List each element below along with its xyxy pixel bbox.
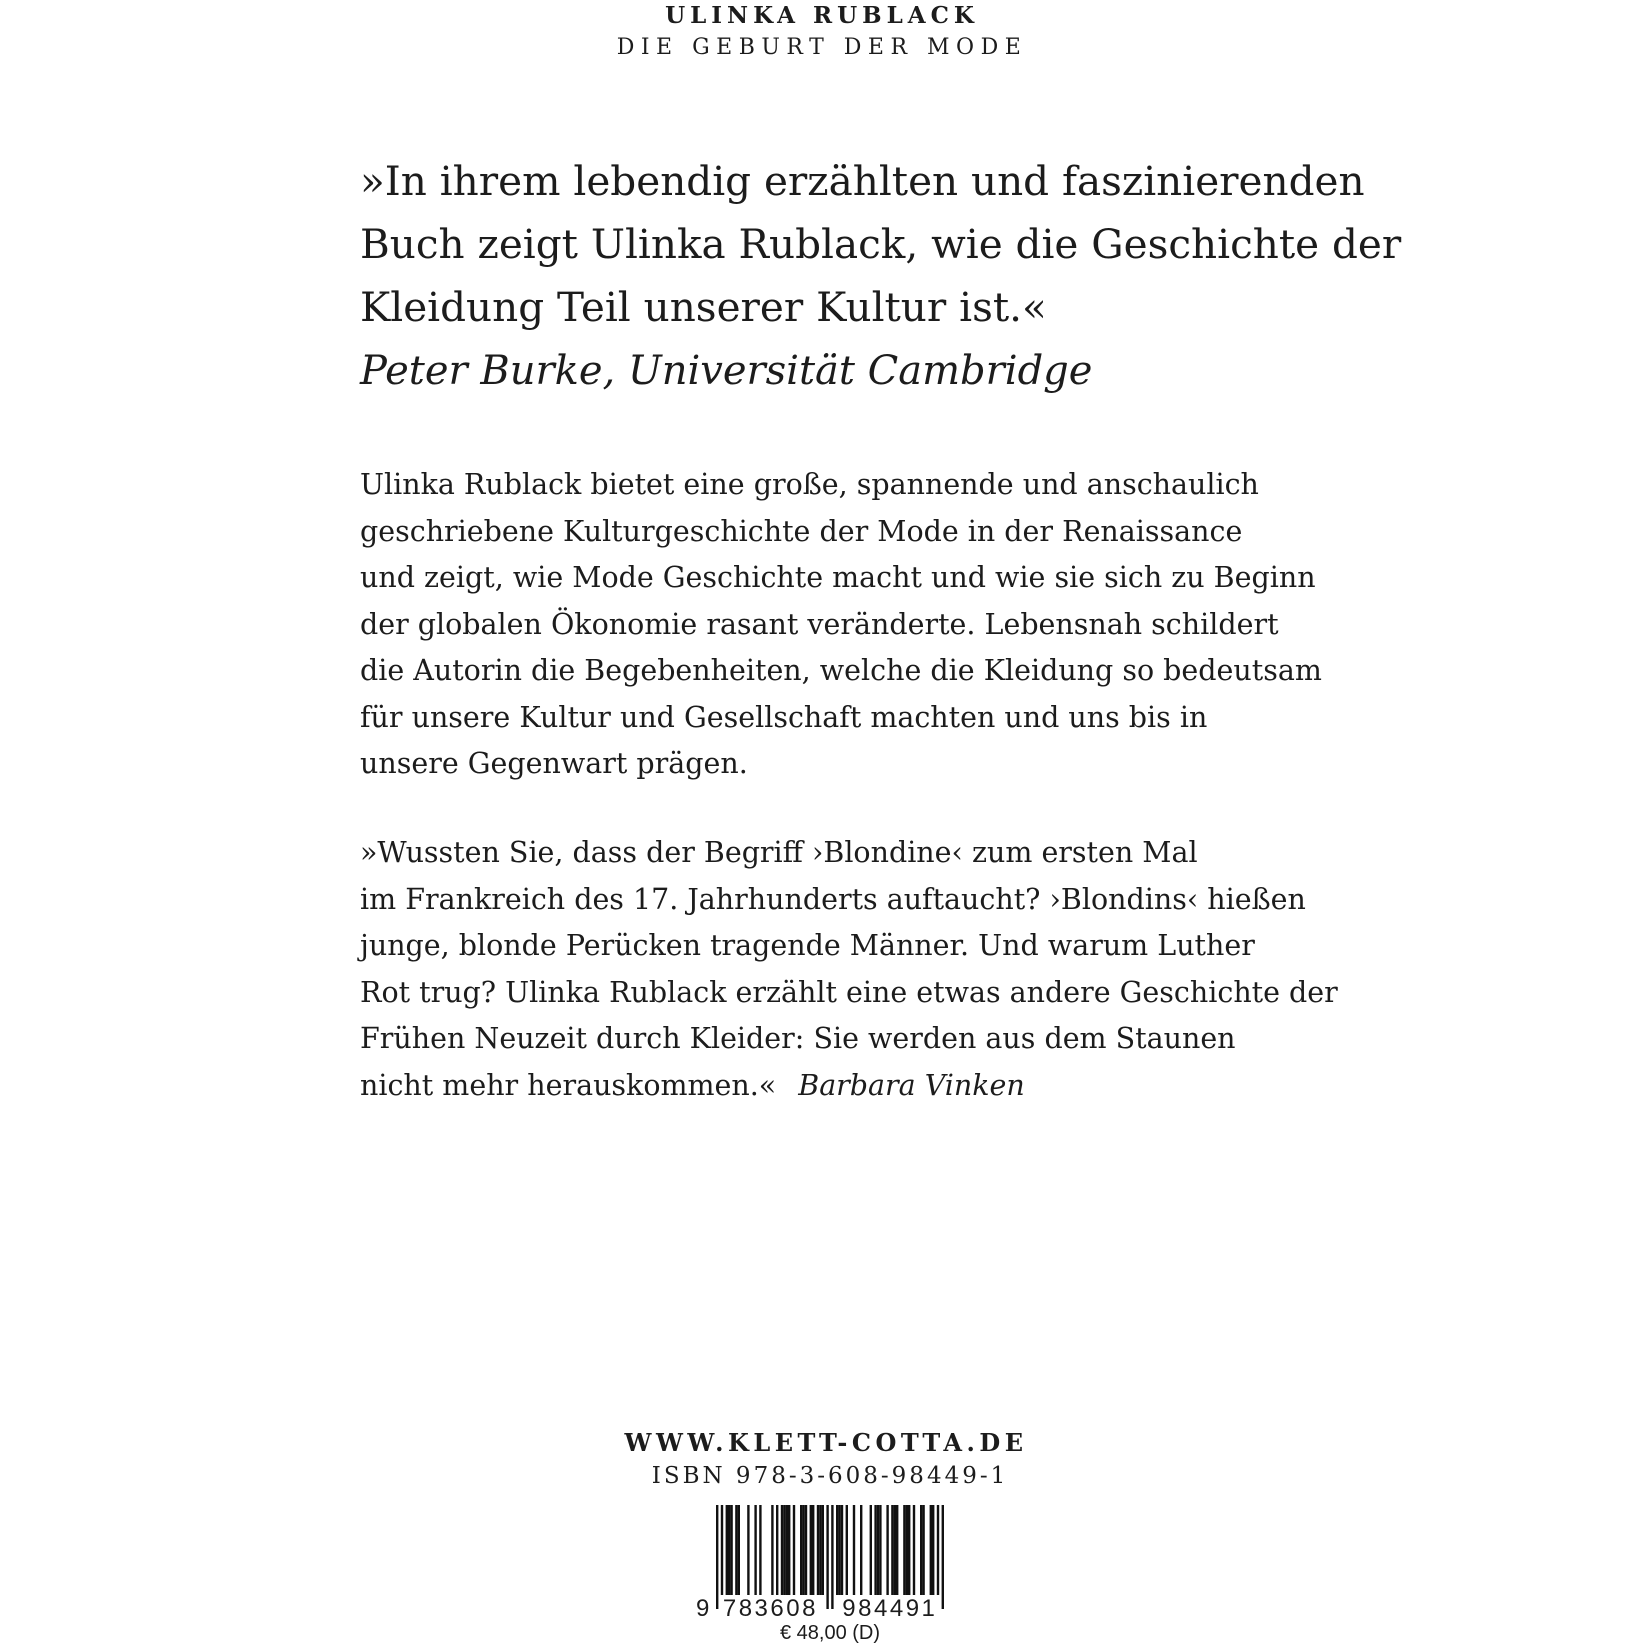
barcode-bar (836, 1505, 838, 1595)
second-quote-line: Frühen Neuzeit durch Kleider: Sie werden aus dem Staunen (360, 1022, 1236, 1055)
barcode-bar (776, 1505, 778, 1595)
barcode-guard-bar (942, 1505, 944, 1609)
barcode-right-group: 984491 (839, 1595, 940, 1622)
barcode-bar (759, 1505, 761, 1595)
author-name: ULINKA RUBLACK (665, 2, 979, 29)
barcode-bar (932, 1505, 934, 1595)
barcode-bar (913, 1505, 915, 1595)
second-quote-line: im Frankreich des 17. Jahrhunderts auftaucht? ›Blondins‹ hießen (360, 882, 1306, 916)
barcode-bar (922, 1505, 924, 1595)
barcode-guard-bar (831, 1505, 833, 1609)
blurb-quote (360, 150, 1402, 339)
price-label: € 48,00 (D) (779, 1622, 881, 1644)
barcode-bar (853, 1505, 855, 1595)
barcode-bar (810, 1505, 812, 1595)
barcode-guard-bar (937, 1505, 939, 1609)
description-line: die Autorin die Begebenheiten, welche die Kleidung so bedeutsam (360, 654, 1322, 687)
barcode-bar (870, 1505, 872, 1595)
barcode-bar (903, 1505, 905, 1595)
barcode-bar (894, 1505, 896, 1595)
second-blurb-quote (360, 830, 1338, 1109)
barcode-bar (920, 1505, 922, 1595)
description-line: und zeigt, wie Mode Geschichte macht und wie sie sich zu Beginn (360, 561, 1316, 594)
barcode-left-group: 783608 (720, 1595, 821, 1622)
barcode-bar (788, 1505, 790, 1595)
barcode-first-digit: 9 (696, 1595, 712, 1622)
book-title: DIE GEBURT DER MODE (616, 35, 1028, 60)
barcode-bar (846, 1505, 848, 1595)
barcode-bar (726, 1505, 728, 1595)
barcode-bar (771, 1505, 773, 1595)
description-line: geschriebene Kulturgeschichte der Mode in der Renaissance (360, 514, 1243, 548)
barcode-bar (891, 1505, 893, 1595)
barcode-bar (896, 1505, 898, 1595)
blurb-attribution: Peter Burke, Universität Cambridge (360, 348, 1093, 394)
barcode-bar (800, 1505, 802, 1595)
blurb-quote-line: Buch zeigt Ulinka Rublack, wie die Geschichte der (360, 220, 1402, 268)
second-quote-line: »Wussten Sie, dass der Begriff ›Blondine‹ zum ersten Mal (360, 836, 1198, 869)
second-quote-last-line (360, 1063, 1320, 1110)
description-line: Ulinka Rublack bietet eine große, spannende und anschaulich (360, 468, 1259, 501)
barcode-bar (747, 1505, 749, 1595)
second-quote-line: Rot trug? Ulinka Rublack erzählt eine etwas andere Geschichte der (360, 975, 1338, 1009)
barcode-bar (908, 1505, 910, 1595)
barcode-guard-bar (721, 1505, 723, 1609)
second-quote-attribution: Barbara Vinken (798, 1068, 1025, 1102)
barcode-bar (783, 1505, 785, 1595)
barcode-bar (906, 1505, 908, 1595)
barcode-bar (730, 1505, 732, 1595)
barcode-bar (860, 1505, 862, 1595)
barcode-bar (812, 1505, 814, 1595)
barcode-bar (838, 1505, 840, 1595)
barcode-bar (781, 1505, 783, 1595)
barcode-bar (802, 1505, 804, 1595)
blurb-quote-line: Kleidung Teil unserer Kultur ist.« (360, 283, 1047, 331)
barcode-digits (696, 1595, 956, 1623)
barcode-bar (886, 1505, 888, 1595)
second-quote-line: junge, blonde Perücken tragende Männer. Und warum Luther (360, 929, 1255, 962)
publisher-website: WWW.KLETT-COTTA.DE (624, 1428, 1028, 1457)
barcode-bar (793, 1505, 795, 1595)
barcode-guard-bar (826, 1505, 828, 1609)
barcode-bar (728, 1505, 730, 1595)
barcode-bar (786, 1505, 788, 1595)
book-description (360, 462, 1320, 788)
barcode-guard-bar (716, 1505, 718, 1609)
barcode-bar (879, 1505, 881, 1595)
isbn-number: ISBN 978-3-608-98449-1 (651, 1463, 1009, 1489)
barcode-bar (738, 1505, 740, 1595)
description-line: der globalen Ökonomie rasant veränderte. Lebensnah schildert (360, 607, 1279, 641)
barcode-bar (874, 1505, 876, 1595)
barcode-bar (841, 1505, 843, 1595)
description-line: unsere Gegenwart prägen. (360, 747, 748, 780)
barcode-bar (930, 1505, 932, 1595)
barcode-bar (817, 1505, 819, 1595)
barcode-bar (735, 1505, 737, 1595)
second-quote-last-text: nicht mehr herauskommen.« (360, 1068, 777, 1102)
barcode-bar (819, 1505, 821, 1595)
barcode-bar (754, 1505, 756, 1595)
blurb-quote-line: »In ihrem lebendig erzählten und faszinierenden (360, 157, 1365, 205)
description-line: für unsere Kultur und Gesellschaft machten und uns bis in (360, 700, 1208, 734)
barcode-bar (877, 1505, 879, 1595)
barcode-bar (805, 1505, 807, 1595)
barcode-bar (822, 1505, 824, 1595)
